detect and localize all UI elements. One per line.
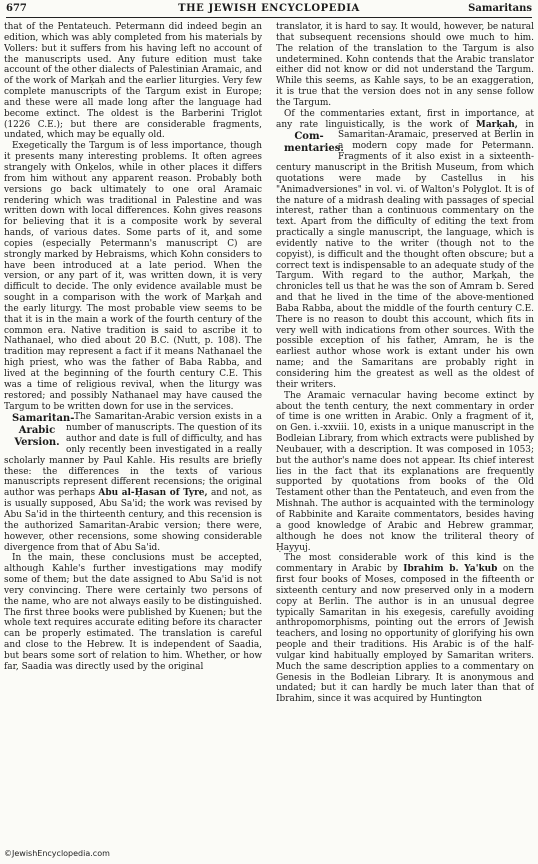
author-name: Abu al-Ḥasan of Tyre,	[98, 488, 208, 499]
sidenote-commentaries: Com- mentaries.	[284, 131, 344, 155]
page-header	[6, 3, 532, 18]
paragraph: Of the commentaries extant, first in importance, at any rate linguistically, is the work of Marḳah, Com- mentaries. in Samaritan-Aramaic, preserved at Berlin in a modern copy made for Petermann. Fragments of it also exist in a sixteenth-century manuscript in the British Museum, from which quotations were made by Castellus in his "Animadversiones" in vol. vi. of Walton's Polyglot. It is of the nature of a midrash dealing with passages of special interest, rather than a continuous commentary on the text. Apart from the difficulty of editing the text from practically a single manuscript, the language, which is evidently native to the writer (though not to the copyist), is difficult and the thought often obscure; but a correct text is indispensable to an adequate study of the Targum. With regard to the author, Marḳah, the chronicles tell us that he was the son of Amram b. Sered and that he lived in the time of the above-mentioned Baba Rabba, about the middle of the fourth century C.E. There is no reason to doubt this account, which fits in very well with indications from other sources. With the possible exception of his father, Amram, he is the earliest author whose work is extant under his own name; and the Samaritans are probably right in considering him the greatest as well as the oldest of their writers.	[276, 108, 534, 390]
running-title: THE JEWISH ENCYCLOPEDIA	[178, 3, 360, 14]
author-name: Ibrahim b. Ya'kub	[403, 564, 498, 575]
paragraph: The most considerable work of this kind is the commentary in Arabic by Ibrahim b. Ya'kub on the first four books of Moses, composed in the fifteenth or sixteenth century and now preserved only in a modern copy at Berlin. The author is in an unusual degree typically Samaritan in his exegesis, carefully avoiding anthropomorphisms, pointing out the errors of Jewish teachers, and losing no opportunity of glorifying his own people and their traditions. His Arabic is of the half-vulgar kind habitually employed by Samaritan writers. Much the same description applies to a commentary on Genesis in the Bodleian Library. It is anonymous and undated; but it can hardly be much later than that of Ibrahim, since it was acquired by Huntington	[276, 553, 534, 705]
paragraph: In the main, these conclusions must be accepted, although Kahle's further investigations may modify some of them; but the date assigned to Abu Sa'id is not very convincing. There were certainly two persons of the name, who are not always easily to be distinguished. The first three books were published by Kuenen; but the whole text requires accurate editing before its character can be properly estimated. The translation is careful and close to the Hebrew. It is independent of Saadia, but bears some sort of relation to him. Whether, or how far, Saadia was directly used by the original	[4, 553, 262, 672]
paragraph: translator, it is hard to say. It would, however, be natural that subsequent recensions should owe much to him. The relation of the translation to the Targum is also undetermined. Kohn contends that the Arabic translator either did not know or did not understand the Targum. While this seems, as Kahle says, to be an exaggeration, it is true that the version does not in any sense follow the Targum.	[276, 22, 534, 108]
paragraph: Samaritan- Arabic Version. The Samaritan-Arabic version exists in a number of manuscripts. The question of its author and date is full of difficulty, and has only recently been investigated in a really scholarly manner by Paul Kahle. His results are briefly these: the differences in the texts of various manuscripts represent different recensions; the original author was perhaps Abu al-Ḥasan of Tyre, and not, as is usually supposed, Abu Sa'id; the work was revised by Abu Sa'id in the thirteenth century, and this recension is the authorized Samaritan-Arabic version; there were, however, other recensions, some showing considerable divergence from that of Abu Sa'id.	[4, 412, 262, 553]
sidenote-samaritan-arabic-version: Samaritan- Arabic Version.	[12, 413, 75, 449]
author-name: Marḳah,	[475, 119, 518, 130]
right-column	[276, 22, 534, 854]
left-column	[4, 22, 262, 854]
page-number: 677	[6, 3, 27, 14]
credit-link[interactable]: ©JewishEncyclopedia.com	[4, 849, 110, 858]
paragraph: that of the Pentateuch. Petermann did indeed begin an edition, which was ably completed from his materials by Vollers: but it suffers from his having left no account of the manuscripts used. Any future edition must take account of the other dialects of Palestinian Aramaic, and of the work of Marḳah and the earlier liturgies. Very few complete manuscripts of the Targum exist in Europe; and these were all made long after the language had become extinct. The oldest is the Barberini Triglot (1226 C.E.); but there are considerable fragments, undated, which may be equally old.	[4, 22, 262, 141]
paragraph: The Aramaic vernacular having become extinct by about the tenth century, the next commentary in order of time is one written in Arabic. Only a fragment of it, on Gen. i.-xxviii. 10, exists in a unique manuscript in the Bodleian Library, from which extracts were published by Neubauer, with a description. It was composed in 1053; but the author's name does not appear. Its chief interest lies in the fact that its explanations are frequently supported by quotations from books of the Old Testament other than the Pentateuch, and even from the Mishnah. The author is acquainted with the terminology of Rabbinite and Karaite commentators, besides having a good knowledge of Arabic and Hebrew grammar, although he does not know the triliteral theory of Ḥayyuj.	[276, 390, 534, 553]
section-title: Samaritans	[468, 3, 532, 14]
paragraph: Exegetically the Targum is of less importance, though it presents many interesting problems. It often agrees strangely with Onḳelos, while in other places it differs from him without any apparent reason. Probably both versions go back ultimately to one oral Aramaic rendering which was traditional in Palestine and was written down with local differences. Kohn gives reasons for believing that it is a composite work by several hands, of various dates. Some parts of it, and some copies (especially Petermann's manuscript C) are strongly marked by Hebraisms, which Kohn considers to have been introduced at a late period. When the version, or any part of it, was written down, it is very difficult to decide. The only evidence available must be sought in a comparison with the work of Marḳah and the early liturgy. The most probable view seems to be that it is in the main a work of the fourth century of the common era. Native tradition is said to ascribe it to Nathanael, who died about 20 B.C. (Nutt, p. 108). The tradition may represent a fact if it means Nathanael the high priest, who was the father of Baba Rabba, and lived at the beginning of the fourth century C.E. This was a time of religious revival, when the liturgy was restored; and possibly Nathanael may have caused the Targum to be written down for use in the services.	[4, 141, 262, 412]
